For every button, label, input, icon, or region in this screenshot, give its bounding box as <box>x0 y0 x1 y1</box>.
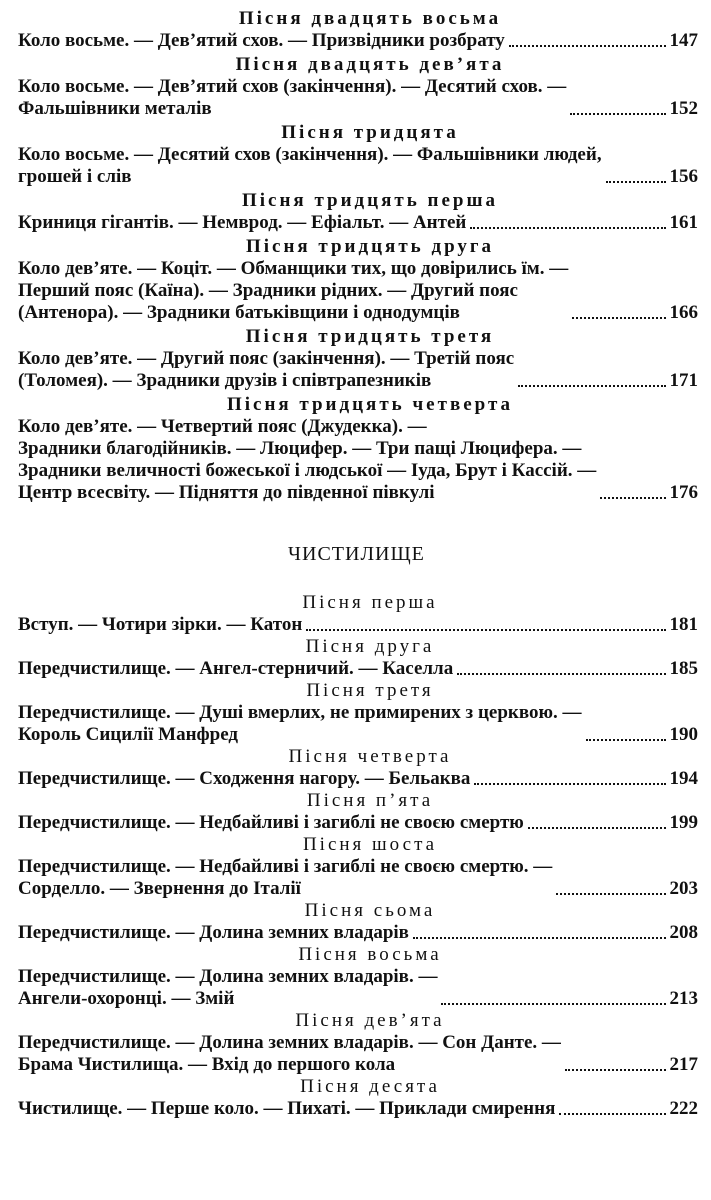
page-number: 203 <box>669 878 698 899</box>
toc-entry <box>18 856 698 900</box>
page-number: 217 <box>669 1054 698 1075</box>
entry-description <box>18 144 602 188</box>
toc-entry <box>18 966 698 1010</box>
toc-entry <box>18 1098 698 1120</box>
entry-line: Передчистилище. — Недбайливі і загиблі не своєю смертю. — <box>18 856 553 877</box>
toc-entry <box>18 658 698 680</box>
entry-line: Фальшівники металів <box>18 98 212 119</box>
entry-line: грошей і слів <box>18 166 132 187</box>
dot-leader <box>413 937 666 939</box>
entry-description <box>18 966 437 1010</box>
toc-entry <box>18 212 698 234</box>
entry-description <box>18 416 596 504</box>
toc-entry <box>18 768 698 790</box>
dot-leader <box>528 827 666 829</box>
canto-title: Пісня тридцять третя <box>245 326 495 347</box>
toc-entry <box>18 922 698 944</box>
entry-line: Перший пояс (Каїна). — Зрадники рідних. — Другий пояс <box>18 280 518 301</box>
toc-entry <box>18 702 698 746</box>
dot-leader <box>559 1113 665 1115</box>
entry-line: Коло восьме. — Дев’ятий схов (закінчення). — Десятий схов. — <box>18 76 567 97</box>
entry-line: Коло дев’яте. — Четвертий пояс (Джудекка). — <box>18 416 427 437</box>
canto-title: Пісня двадцять дев’ята <box>235 54 505 75</box>
entry-line: Чистилище. — Перше коло. — Пихаті. — Приклади смирення <box>18 1098 556 1119</box>
entry-line: Сорделло. — Звернення до Італії <box>18 878 301 899</box>
dot-leader <box>509 45 666 47</box>
entry-description <box>18 348 514 392</box>
entry-line: (Антенора). — Зрадники батьківщини і однодумців <box>18 302 460 323</box>
page-number: 190 <box>669 724 698 745</box>
canto-title: Пісня шоста <box>302 834 438 855</box>
dot-leader <box>600 497 665 499</box>
page-number: 208 <box>669 922 698 943</box>
entry-description <box>18 258 568 324</box>
entry-line: Зрадники благодійників. — Люцифер. — Три пащі Люцифера. — <box>18 438 582 459</box>
dot-leader <box>306 629 665 631</box>
entry-description <box>18 1098 555 1120</box>
toc-entry <box>18 30 698 52</box>
section-title-purgatorio: ЧИСТИЛИЩЕ <box>288 543 425 565</box>
table-of-contents <box>18 6 698 1120</box>
entry-line: Передчистилище. — Душі вмерлих, не примирених з церквою. — <box>18 702 582 723</box>
canto-title: Пісня перша <box>302 592 438 613</box>
toc-entry <box>18 348 698 392</box>
canto-title: Пісня сьома <box>304 900 436 921</box>
dot-leader <box>556 893 665 895</box>
canto-title: Пісня третя <box>306 680 434 701</box>
entry-description <box>18 812 524 834</box>
entry-line: Передчистилище. — Ангел-стерничий. — Каселла <box>18 658 454 679</box>
canto-title: Пісня тридцять четверта <box>226 394 514 415</box>
canto-title: Пісня п’ята <box>306 790 434 811</box>
entry-line: (Толомея). — Зрадники друзів і співтрапезників <box>18 370 432 391</box>
dot-leader <box>457 673 665 675</box>
canto-title: Пісня восьма <box>298 944 442 965</box>
entry-description <box>18 658 453 680</box>
page-number: 166 <box>669 302 698 323</box>
toc-entry <box>18 416 698 504</box>
canto-title: Пісня четверта <box>288 746 452 767</box>
dot-leader <box>474 783 665 785</box>
entry-description <box>18 856 552 900</box>
dot-leader <box>441 1003 665 1005</box>
canto-title: Пісня тридцята <box>281 122 459 143</box>
dot-leader <box>572 317 665 319</box>
page-number: 194 <box>669 768 698 789</box>
toc-entry <box>18 614 698 636</box>
entry-description <box>18 30 505 52</box>
entry-line: Коло восьме. — Десятий схов (закінчення). — Фальшівники людей, <box>18 144 602 165</box>
page-number: 176 <box>669 482 698 503</box>
entry-description <box>18 922 409 944</box>
entry-line: Зрадники величності божеської і людської — Іуда, Брут і Кассій. — <box>18 460 597 481</box>
dot-leader <box>518 385 665 387</box>
entry-line: Передчистилище. — Долина земних владарів. — <box>18 966 438 987</box>
toc-entry <box>18 144 698 188</box>
entry-line: Передчистилище. — Долина земних владарів. — Сон Данте. — <box>18 1032 561 1053</box>
entry-description <box>18 76 566 120</box>
entry-line: Ангели-охоронці. — Змій <box>18 988 235 1009</box>
canto-title: Пісня дев’ята <box>295 1010 445 1031</box>
dot-leader <box>606 181 666 183</box>
toc-entry <box>18 258 698 324</box>
page-number: 171 <box>669 370 698 391</box>
entry-line: Король Сицилії Манфред <box>18 724 239 745</box>
entry-description <box>18 768 470 790</box>
purgatorio-contents <box>18 592 698 1120</box>
entry-line: Центр всесвіту. — Підняття до південної півкулі <box>18 482 435 503</box>
page-number: 147 <box>669 30 698 51</box>
canto-title: Пісня тридцять друга <box>245 236 495 257</box>
entry-line: Коло восьме. — Дев’ятий схов. — Призвідники розбрату <box>18 30 505 51</box>
entry-description <box>18 1032 561 1076</box>
canto-title: Пісня десята <box>300 1076 440 1097</box>
canto-title: Пісня двадцять восьма <box>238 8 502 29</box>
page-number: 222 <box>669 1098 698 1119</box>
page-number: 161 <box>669 212 698 233</box>
page-number: 181 <box>669 614 698 635</box>
page-number: 152 <box>669 98 698 119</box>
page-number: 156 <box>669 166 698 187</box>
canto-title: Пісня друга <box>305 636 435 657</box>
entry-line: Криниця гігантів. — Немврод. — Ефіальт. — Антей <box>18 212 467 233</box>
entry-description <box>18 212 466 234</box>
toc-entry <box>18 76 698 120</box>
inferno-contents <box>18 8 698 504</box>
toc-entry <box>18 812 698 834</box>
entry-line: Брама Чистилища. — Вхід до першого кола <box>18 1054 396 1075</box>
entry-line: Передчистилище. — Долина земних владарів <box>18 922 409 943</box>
canto-title: Пісня тридцять перша <box>241 190 498 211</box>
page-number: 213 <box>669 988 698 1009</box>
dot-leader <box>470 227 665 229</box>
entry-description <box>18 702 582 746</box>
toc-entry <box>18 1032 698 1076</box>
entry-line: Вступ. — Чотири зірки. — Катон <box>18 614 303 635</box>
page-number: 185 <box>669 658 698 679</box>
dot-leader <box>586 739 666 741</box>
entry-line: Передчистилище. — Сходження нагору. — Бельаква <box>18 768 471 789</box>
entry-line: Передчистилище. — Недбайливі і загиблі не своєю смертю <box>18 812 524 833</box>
entry-line: Коло дев’яте. — Коціт. — Обманщики тих, що довірились їм. — <box>18 258 569 279</box>
dot-leader <box>570 113 665 115</box>
entry-line: Коло дев’яте. — Другий пояс (закінчення). — Третій пояс <box>18 348 515 369</box>
dot-leader <box>565 1069 666 1071</box>
entry-description <box>18 614 302 636</box>
page-number: 199 <box>669 812 698 833</box>
